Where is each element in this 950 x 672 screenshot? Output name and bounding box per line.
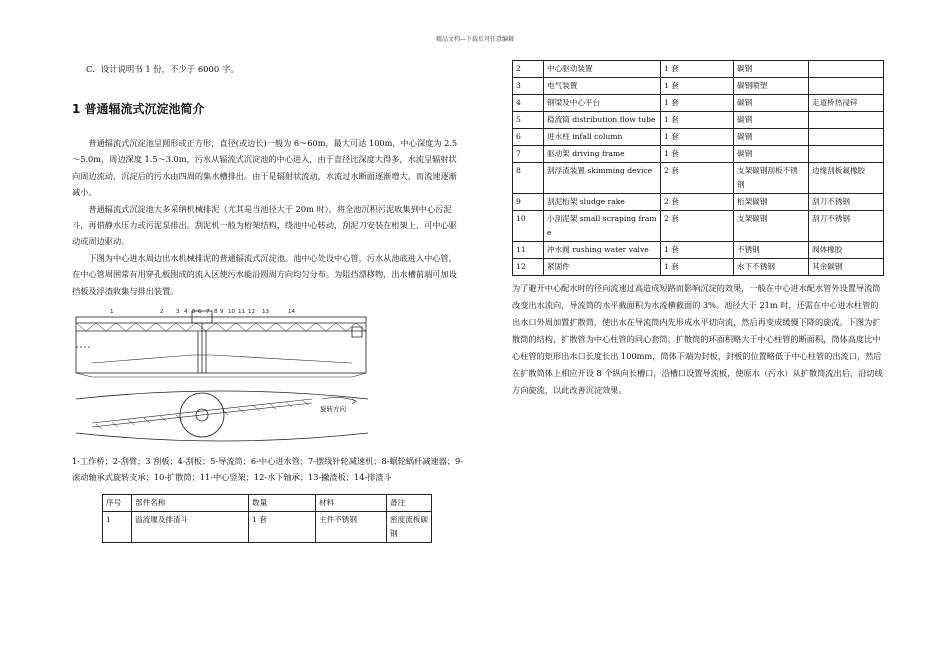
figure-number-label: 9	[220, 309, 224, 316]
section-title: 1 普通辐流式沉淀池简介	[72, 102, 205, 116]
table-cell: 2	[513, 61, 544, 78]
table-cell	[809, 129, 884, 146]
table-cell: 1 套	[249, 511, 316, 542]
figure-number-label: 7	[206, 309, 210, 316]
figure-number-label: 1	[110, 309, 114, 316]
parts-table-left	[102, 494, 432, 543]
table-cell: 不锈钢	[734, 242, 809, 259]
figure-number-label: 8	[214, 309, 218, 316]
table-row	[513, 129, 884, 146]
table-row	[513, 95, 884, 112]
table-cell: 1 套	[661, 146, 734, 163]
table-cell: 溢流堰及排渣斗	[132, 511, 249, 542]
table-cell: 驱动架 driving frame	[544, 146, 661, 163]
table-cell: 密度流板碳钢	[387, 511, 432, 542]
table-cell: 中心驱动装置	[544, 61, 661, 78]
table-cell: 1 套	[661, 61, 734, 78]
table-cell: 1 套	[661, 129, 734, 146]
table-cell: 碳钢	[734, 146, 809, 163]
table-row	[513, 242, 884, 259]
table-cell: 稳流筒 distribution flow tube	[544, 112, 661, 129]
requirement-item-c: C．设计说明书 1 份，不少于 6000 字。	[86, 64, 239, 74]
table-cell: 6	[513, 129, 544, 146]
table-header-cell: 部件名称	[132, 494, 249, 511]
table-row	[513, 78, 884, 95]
figure-caption: 1-工作桥；2-刮臂；3 刮板；4-刮板；5-导流筒；6-中心进水管；7-摆线针轮减速机；8-蜗轮蜗杆减速器；9-滚动轴承式旋转支承；10-扩散筒；11-中心竖架；12-水下轴承；13-撇渣板；14-排渣斗	[72, 456, 463, 483]
table-row	[513, 112, 884, 129]
table-cell: 支架碳钢	[734, 211, 809, 242]
table-cell: 1 套	[661, 95, 734, 112]
table-cell: 钢梁及中心平台	[544, 95, 661, 112]
table-cell: 碳钢	[734, 61, 809, 78]
table-cell: 2 套	[661, 194, 734, 211]
figure-number-label: 14	[288, 309, 295, 316]
table-cell: 12	[513, 259, 544, 276]
table-cell: 2 套	[661, 163, 734, 194]
table-cell: 小刮泥架 small scraping frame	[544, 211, 661, 242]
table-row	[513, 61, 884, 78]
table-cell: 主件不锈钢	[316, 511, 387, 542]
table-cell: 5	[513, 112, 544, 129]
page-header-note: 精品文档---下载后可任意编辑	[435, 36, 515, 43]
table-row	[513, 259, 884, 276]
table-cell: 走道桥热浸锌	[809, 95, 884, 112]
table-cell: 1 套	[661, 112, 734, 129]
table-cell: 桁架碳钢	[734, 194, 809, 211]
left-column	[72, 58, 464, 543]
right-column	[512, 60, 884, 399]
table-cell: 1	[103, 511, 132, 542]
clarifier-drawing	[72, 307, 464, 447]
table-cell: 11	[513, 242, 544, 259]
figure-number-label: 6	[198, 309, 202, 316]
table-cell: 7	[513, 146, 544, 163]
table-cell: 其余碳钢	[809, 259, 884, 276]
table-cell: 进水柱 infall column	[544, 129, 661, 146]
intro-paragraph-3: 下图为中心进水周边出水机械排泥的普通辐流式沉淀池。池中心处设中心管，污水从池底进入中心管，在中心管周围常有用穿孔板围成的流入区使污水能沿圆周方向均匀分布。为阻挡漂移物，出水槽前端可加设挡板及浮渣收集与排出装置。	[72, 252, 457, 296]
figure-number-label: 12	[248, 309, 255, 316]
clarifier-drawing-svg	[72, 307, 464, 447]
table-cell: 水下不锈钢	[734, 259, 809, 276]
table-cell: 1 套	[661, 78, 734, 95]
table-cell: 2 套	[661, 211, 734, 242]
table-cell: 刮刀不锈钢	[809, 194, 884, 211]
table-cell: 边缘刮板氟橡胶	[809, 163, 884, 194]
table-cell: 碳钢	[734, 129, 809, 146]
table-header-cell: 序号	[103, 494, 132, 511]
figure-number-label: 13	[262, 309, 269, 316]
figure-number-label: 4	[184, 309, 188, 316]
figure-number-label: 10	[228, 309, 235, 316]
table-header-row	[103, 494, 432, 511]
table-row	[513, 211, 884, 242]
diffuser-paragraph: 为了避开中心配水时的径向流速过高造成短路而影响沉淀的效果，一般在中心进水配水管外设置导流筒改变出水流向，导流筒的水平截面积为水流横截面的 3%。池径大于 21m 时，还需在中心进水柱管的出水口外周加置扩散筒，使出水在导流筒内先形成水平切向流，然后再变成缓慢下降的旋流。下图为扩散筒的结构，扩散管为中心柱管的同心套筒，扩散筒的环面积略大于中心柱管的断面积，筒体高度比中心柱管的矩形出水口长度长出 100mm，筒体下端为封板，封板的位置略低于中心柱管的出流口，然后在扩散筒体上相应开设 8 个纵向长槽口，沿槽口设置导流板，使原水（污水）从扩散筒流出后，沿切线方向旋流，以此改善沉淀效果。	[512, 283, 883, 395]
table-header-cell: 数量	[249, 494, 316, 511]
table-cell: 冲水阀 rushing water valve	[544, 242, 661, 259]
table-cell: 紧固件	[544, 259, 661, 276]
table-cell: 刮刀不锈钢	[809, 211, 884, 242]
table-cell	[809, 78, 884, 95]
table-cell: 3	[513, 78, 544, 95]
table-cell	[809, 112, 884, 129]
table-cell	[809, 61, 884, 78]
table-cell: 8	[513, 163, 544, 194]
parts-table-right	[512, 60, 884, 276]
table-cell: 电气装置	[544, 78, 661, 95]
table-cell: 9	[513, 194, 544, 211]
table-cell: 1 套	[661, 259, 734, 276]
intro-paragraph-1: 普通辐流式沉淀池呈圆形或正方形，直径(或边长)一般为 6～60m，最大可达 100m，中心深度为 2.5～5.0m，周边深度 1.5～3.0m，污水从辐流式沉淀池的中心进入，由于直径比深度大得多，水流呈辐射状向周边流动，沉淀后的污水由四周的集水槽排出。由于是辐射状流动，水流过水断面逐渐增大，而流速逐渐减小。	[72, 138, 458, 198]
table-cell: 刮浮渣装置 skimming device	[544, 163, 661, 194]
table-cell: 刮泥桁架 sludge rake	[544, 194, 661, 211]
table-row	[513, 163, 884, 194]
table-row	[513, 146, 884, 163]
table-cell: 1 套	[661, 242, 734, 259]
table-row	[103, 511, 432, 542]
table-cell	[809, 146, 884, 163]
figure-number-label: 2	[160, 309, 164, 316]
figure-number-label: 11	[238, 309, 245, 316]
rotation-direction-label: 旋转方向	[320, 405, 346, 414]
table-cell: 支架碳钢刮板不锈钢	[734, 163, 809, 194]
table-header-cell: 备注	[387, 494, 432, 511]
table-cell: 碳钢喷塑	[734, 78, 809, 95]
table-cell: 碳钢	[734, 95, 809, 112]
table-cell: 阀体橡胶	[809, 242, 884, 259]
table-cell: 10	[513, 211, 544, 242]
table-row	[513, 194, 884, 211]
table-header-cell: 材料	[316, 494, 387, 511]
intro-paragraph-2: 普通辐流式沉淀池大多采纳机械排泥（尤其是当池径大于 20m 时），将全池沉积污泥收集到中心污泥斗，再借静水压力或污泥泵排出。刮泥机一般为桁架结构，绕池中心转动，刮泥刀安装在桁架上，可中心驱动或周边驱动。	[72, 203, 457, 247]
figure-number-label: 3	[176, 309, 180, 316]
table-cell: 碳钢	[734, 112, 809, 129]
figure-number-label: 5	[192, 309, 196, 316]
table-cell: 4	[513, 95, 544, 112]
